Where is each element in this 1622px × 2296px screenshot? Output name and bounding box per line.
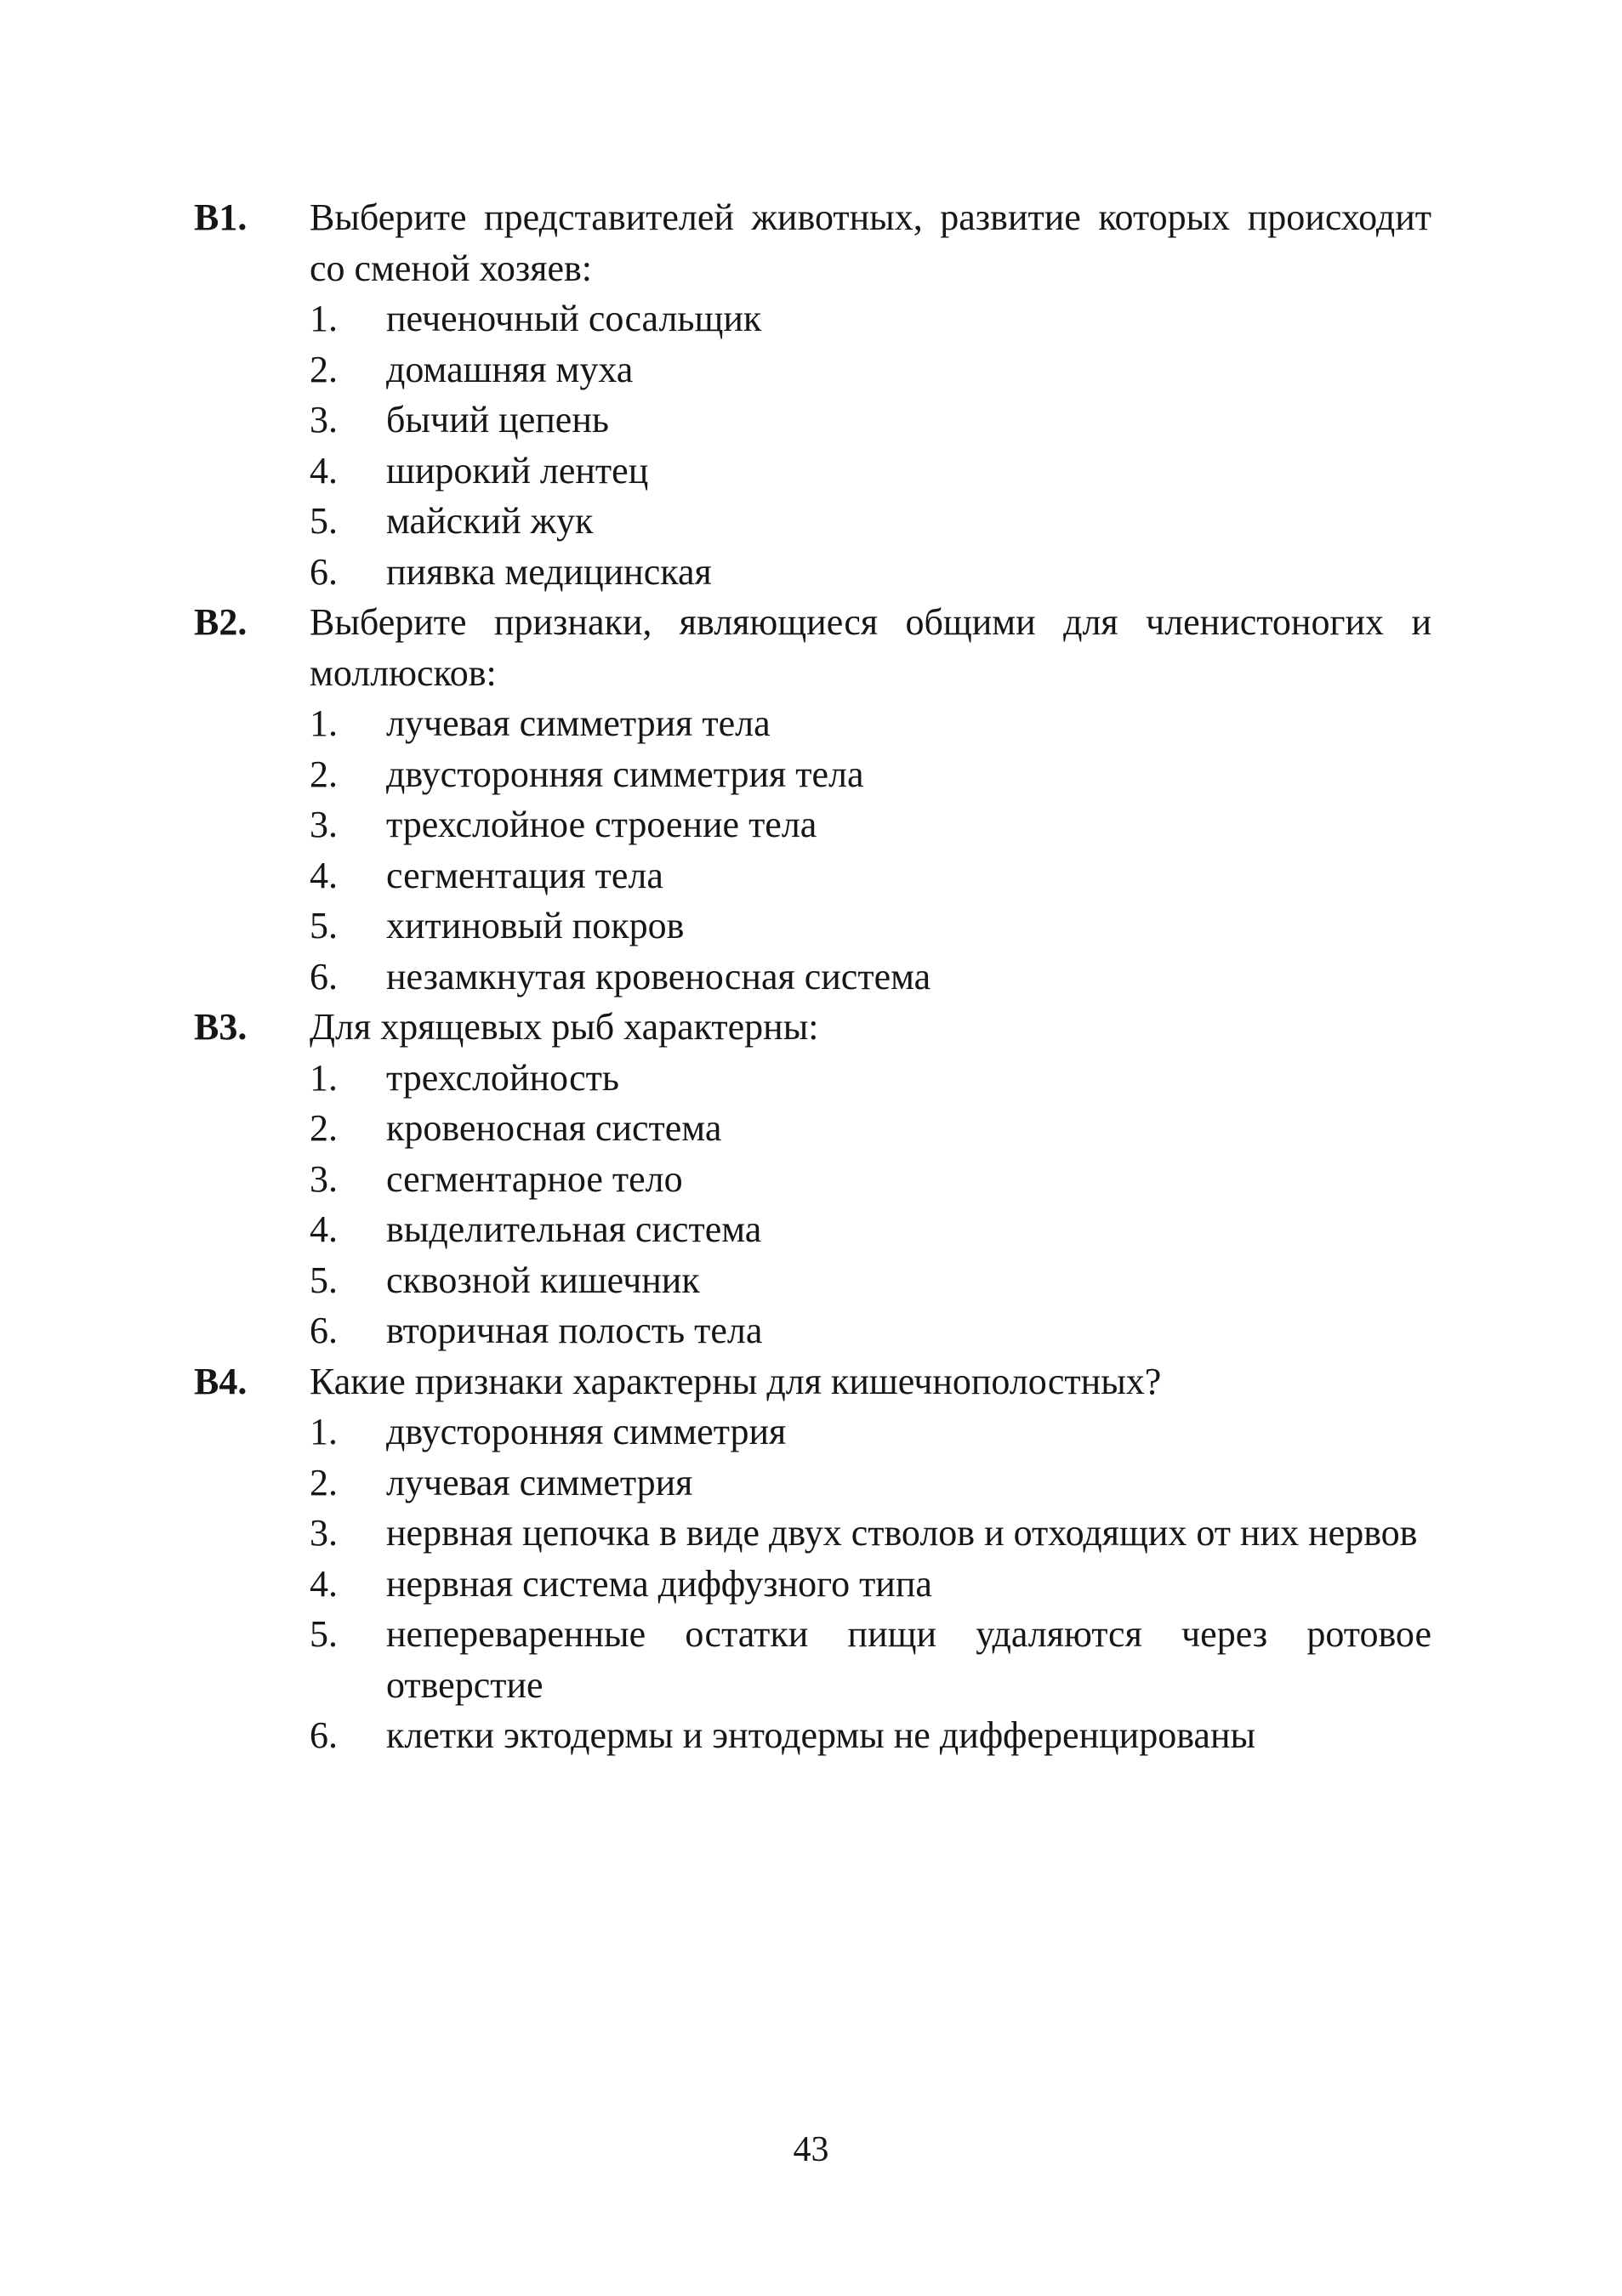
question-body: [310, 597, 1431, 1002]
option-text: выделительная система: [386, 1208, 762, 1250]
answer-option: [310, 1559, 1431, 1610]
answer-option: [310, 1609, 1431, 1710]
question-text: Для хрящевых рыб характерны:: [310, 1006, 819, 1048]
option-text: хитиновый покров: [386, 905, 685, 946]
option-text: клетки эктодермы и энтодермы не дифференцированы: [386, 1714, 1256, 1756]
answer-options: [310, 1053, 1431, 1356]
answer-option: [310, 799, 1431, 850]
question-text: Какие признаки характерны для кишечнополостных?: [310, 1360, 1162, 1402]
question-b1: [194, 192, 1431, 597]
answer-option: [310, 1458, 1431, 1509]
question-b4: [194, 1356, 1431, 1761]
option-text: бычий цепень: [386, 399, 609, 440]
question-number: В1.: [194, 196, 248, 238]
test-questions: [194, 192, 1431, 1761]
answer-option: [310, 547, 1431, 598]
option-number: 5.: [310, 500, 338, 542]
option-text: двусторонняя симметрия тела: [386, 753, 864, 795]
option-text: лучевая симметрия: [386, 1461, 693, 1503]
option-number: 1.: [310, 1056, 338, 1099]
option-text: сегментация тела: [386, 854, 663, 896]
answer-option: [310, 1508, 1431, 1559]
answer-option: [310, 952, 1431, 1003]
option-number: 6.: [310, 1714, 338, 1756]
option-number: 3.: [310, 804, 338, 845]
option-text: непереваренные остатки пищи удаляются через ротовое отверстие: [386, 1613, 1431, 1706]
answer-option: [310, 1154, 1431, 1205]
option-number: 4.: [310, 1208, 338, 1250]
option-text: нервная цепочка в виде двух стволов и отходящих от них нервов: [386, 1512, 1418, 1554]
option-number: 5.: [310, 905, 338, 946]
option-number: 2.: [310, 753, 338, 795]
page-number: 43: [793, 2130, 829, 2169]
option-number: 4.: [310, 1562, 338, 1605]
answer-options: [310, 293, 1431, 597]
option-text: пиявка медицинская: [386, 550, 712, 593]
option-number: 3.: [310, 399, 338, 440]
option-number: 6.: [310, 955, 338, 997]
answer-option: [310, 1103, 1431, 1154]
option-text: сегментарное тело: [386, 1157, 683, 1200]
answer-option: [310, 1407, 1431, 1458]
option-number: 5.: [310, 1259, 338, 1301]
option-number: 1.: [310, 702, 338, 744]
option-text: двусторонняя симметрия: [386, 1411, 787, 1452]
question-b2: [194, 597, 1431, 1002]
option-text: лучевая симметрия тела: [386, 702, 771, 744]
option-number: 2.: [310, 1107, 338, 1149]
option-number: 2.: [310, 348, 338, 390]
answer-option: [310, 293, 1431, 344]
option-text: домашняя муха: [386, 348, 634, 390]
option-text: нервная система диффузного типа: [386, 1562, 932, 1605]
question-number: В3.: [194, 1006, 248, 1048]
option-number: 1.: [310, 298, 338, 339]
question-b3: [194, 1002, 1431, 1356]
option-number: 2.: [310, 1461, 338, 1503]
answer-option: [310, 698, 1431, 749]
option-number: 3.: [310, 1157, 338, 1200]
answer-options: [310, 698, 1431, 1002]
answer-option: [310, 1710, 1431, 1761]
option-number: 1.: [310, 1411, 338, 1452]
option-text: вторичная полость тела: [386, 1310, 763, 1351]
option-number: 4.: [310, 854, 338, 896]
answer-option: [310, 749, 1431, 800]
question-body: [310, 1356, 1431, 1761]
question-number: В2.: [194, 601, 248, 643]
answer-option: [310, 901, 1431, 952]
answer-option: [310, 850, 1431, 901]
option-number: 4.: [310, 449, 338, 492]
answer-option: [310, 344, 1431, 395]
option-text: кровеносная система: [386, 1107, 722, 1149]
question-text: Выберите представителей животных, развитие которых происходит со сменой хозяев:: [310, 196, 1431, 289]
option-number: 6.: [310, 1310, 338, 1351]
option-text: майский жук: [386, 500, 594, 542]
option-text: печеночный сосальщик: [386, 298, 762, 339]
answer-option: [310, 1255, 1431, 1306]
answer-option: [310, 496, 1431, 547]
option-number: 3.: [310, 1512, 338, 1554]
question-text: Выберите признаки, являющиеся общими для членистоногих и моллюсков:: [310, 601, 1431, 694]
question-body: [310, 192, 1431, 597]
option-text: трехслойность: [386, 1056, 619, 1099]
question-number: В4.: [194, 1360, 248, 1402]
option-text: сквозной кишечник: [386, 1259, 700, 1301]
option-number: 5.: [310, 1613, 338, 1655]
question-body: [310, 1002, 1431, 1356]
option-text: широкий лентец: [386, 449, 649, 492]
option-number: 6.: [310, 550, 338, 593]
option-text: трехслойное строение тела: [386, 804, 817, 845]
answer-options: [310, 1407, 1431, 1761]
answer-option: [310, 446, 1431, 497]
answer-option: [310, 1204, 1431, 1255]
answer-option: [310, 1305, 1431, 1356]
answer-option: [310, 395, 1431, 446]
option-text: незамкнутая кровеносная система: [386, 955, 931, 997]
answer-option: [310, 1053, 1431, 1104]
